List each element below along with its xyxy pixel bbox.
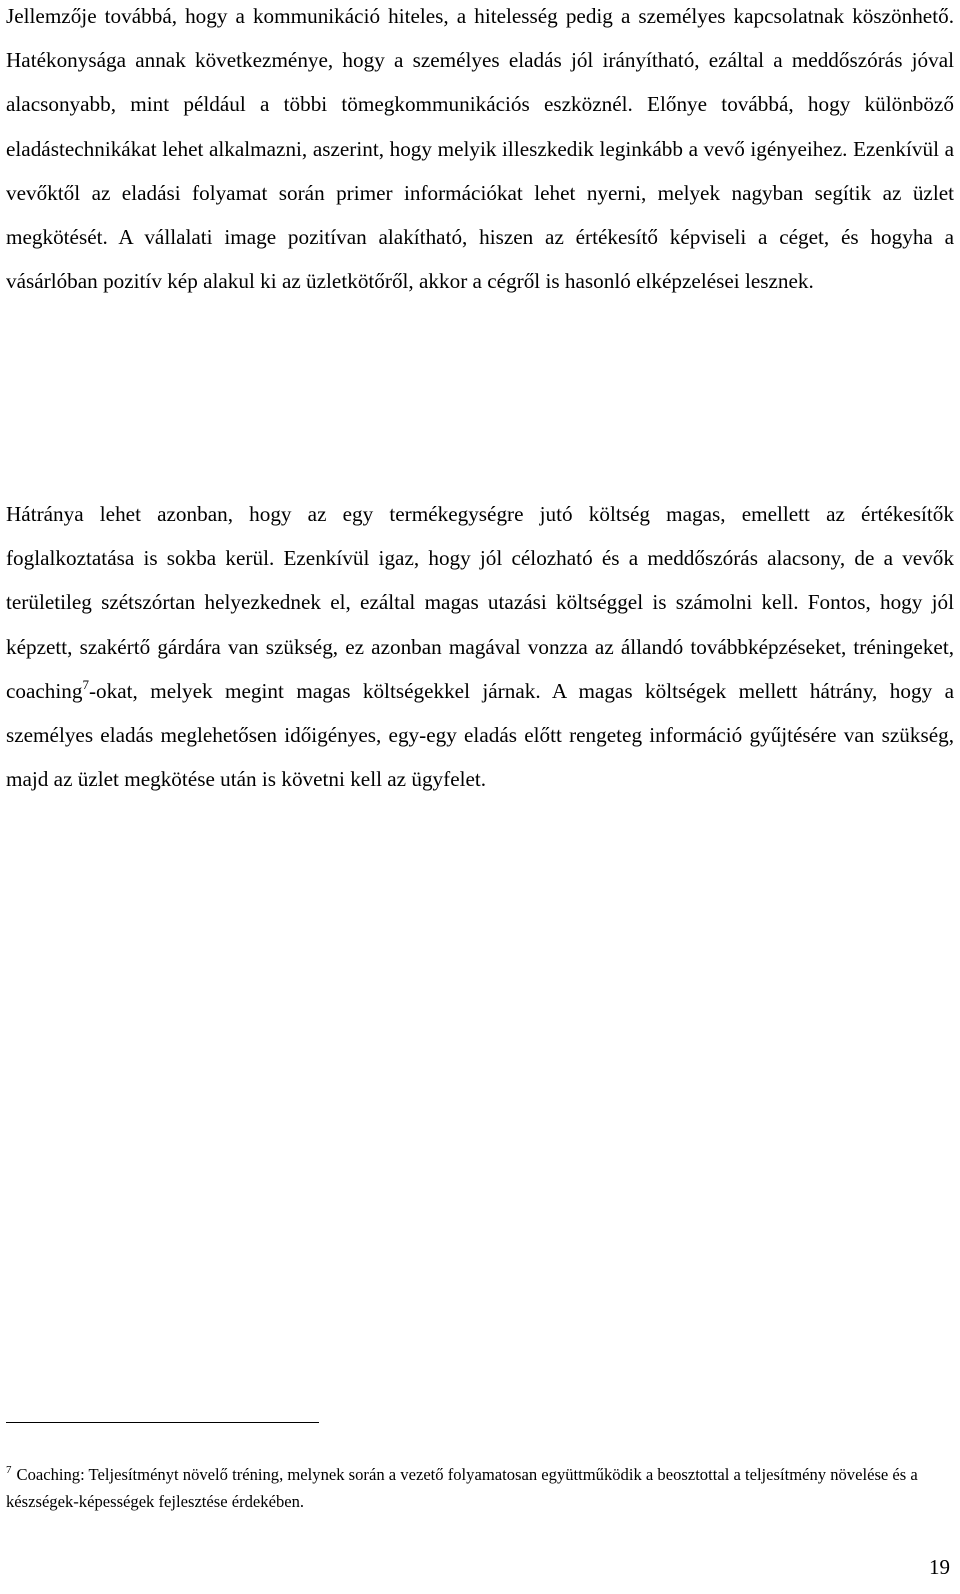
footnote-separator xyxy=(6,1422,319,1423)
footnote-reference[interactable]: 7 xyxy=(82,676,89,692)
body-paragraph-1: Jellemzője továbbá, hogy a kommunikáció hiteles, a hitelesség pedig a személyes kapcsolatnak köszönhető. Hatékonysága annak következménye, hogy a személyes eladás jól irányítható, ezáltal a meddőszórás jóval alacsonyabb, mint például a többi tömegkommunikációs eszköznél. Előnye továbbá, hogy különböző eladástechnikákat lehet alkalmazni, aszerint, hogy melyik illeszkedik leginkább a vevő igényeihez. Ezenkívül a vevőktől az eladási folyamat során primer információkat lehet nyerni, melyek nagyban segítik az üzlet megkötését. A vállalati image pozitívan alakítható, hiszen az értékesítő képviseli a céget, és hogyha a vásárlóban pozitív kép alakul ki az üzletkötőről, akkor a cégről is hasonló elképzelései lesznek. xyxy=(6,4,954,294)
footnote xyxy=(6,1461,954,1515)
footnote-marker: 7 xyxy=(6,1464,12,1476)
footnote-text: Coaching: Teljesítményt növelő tréning, melynek során a vezető folyamatosan együttműködik a beosztottal a teljesítmény növelése és a készségek-képességek fejlesztése érdekében. xyxy=(6,1465,918,1511)
paragraph-2-text-before: Hátránya lehet azonban, hogy az egy termékegységre jutó költség magas, emellett az értékesítők foglalkoztatása is sokba kerül. Ezenkívül igaz, hogy jól célozható és a meddőszórás alacsony, de a vevők területileg szétszórtan helyezkednek el, ezáltal magas utazási költséggel is számolni kell. Fontos, hogy jól képzett, szakértő gárdára van szükség, ez azonban magával vonzza az állandó továbbképzéseket, tréningeket, coaching xyxy=(6,502,954,703)
page-number: 19 xyxy=(929,1555,950,1579)
paragraph-2-text-after: -okat, melyek megint magas költségekkel járnak. A magas költségek mellett hátrány, hogy a személyes eladás meglehetősen időigényes, egy-egy eladás előtt rengeteg információ gyűjtésére van szükség, majd az üzlet megkötése után is követni kell az ügyfelet. xyxy=(6,678,954,792)
document-page xyxy=(6,0,954,1594)
body-paragraph-2 xyxy=(6,492,954,801)
